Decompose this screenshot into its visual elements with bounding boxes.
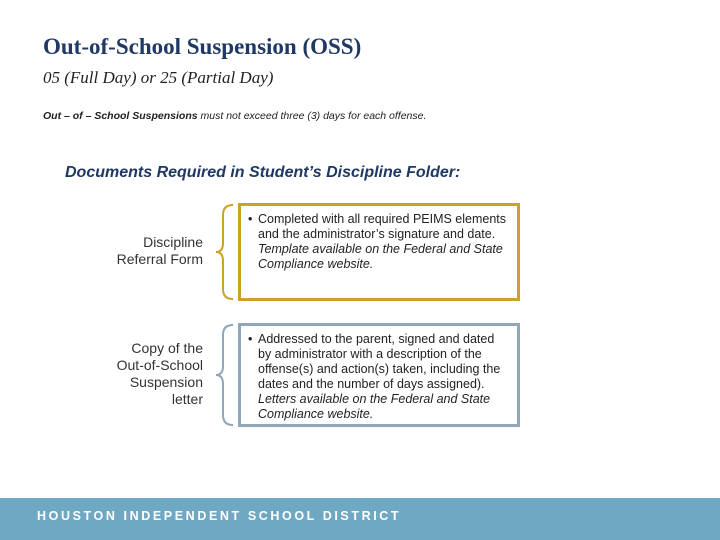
documents-heading: Documents Required in Student’s Discipline Folder: (65, 164, 461, 181)
document-description-box-referral (238, 203, 520, 301)
footer-bar (0, 498, 720, 540)
label-line: Copy of the (131, 340, 203, 356)
bullet-icon: • (248, 332, 253, 346)
description-italic-text: Template available on the Federal and State Compliance website. (258, 242, 503, 271)
document-label-referral-form (117, 234, 203, 268)
label-line: Discipline (143, 234, 203, 250)
description-text: Completed with all required PEIMS elements and the administrator’s signature and date. (258, 212, 507, 241)
footer-district-name: HOUSTON INDEPENDENT SCHOOL DISTRICT (37, 509, 402, 523)
label-line: Out-of-School (116, 357, 203, 373)
rule-note-bold: Out – of – School Suspensions (43, 110, 198, 122)
rule-note-text: must not exceed three (3) days for each offense. (197, 110, 427, 122)
label-line: Suspension (129, 374, 203, 390)
page-subtitle: 05 (Full Day) or 25 (Partial Day) (43, 68, 274, 87)
label-line: Referral Form (116, 251, 203, 267)
document-description-box-letter (238, 323, 520, 427)
label-line: letter (171, 391, 203, 407)
curly-brace-icon (214, 203, 236, 301)
description-bullet-item (248, 212, 507, 272)
description-text: Addressed to the parent, signed and dated by administrator with a description of the offense(s) and action(s) taken, including the dates and the number of days assigned). (258, 332, 501, 391)
description-italic-text: Letters available on the Federal and State Compliance website. (258, 392, 491, 421)
curly-brace-icon (214, 323, 236, 427)
bullet-icon: • (248, 212, 253, 226)
rule-note (43, 110, 426, 122)
page-title: Out-of-School Suspension (OSS) (43, 34, 362, 59)
description-bullet-item (248, 332, 507, 422)
document-label-oss-letter (117, 340, 203, 408)
